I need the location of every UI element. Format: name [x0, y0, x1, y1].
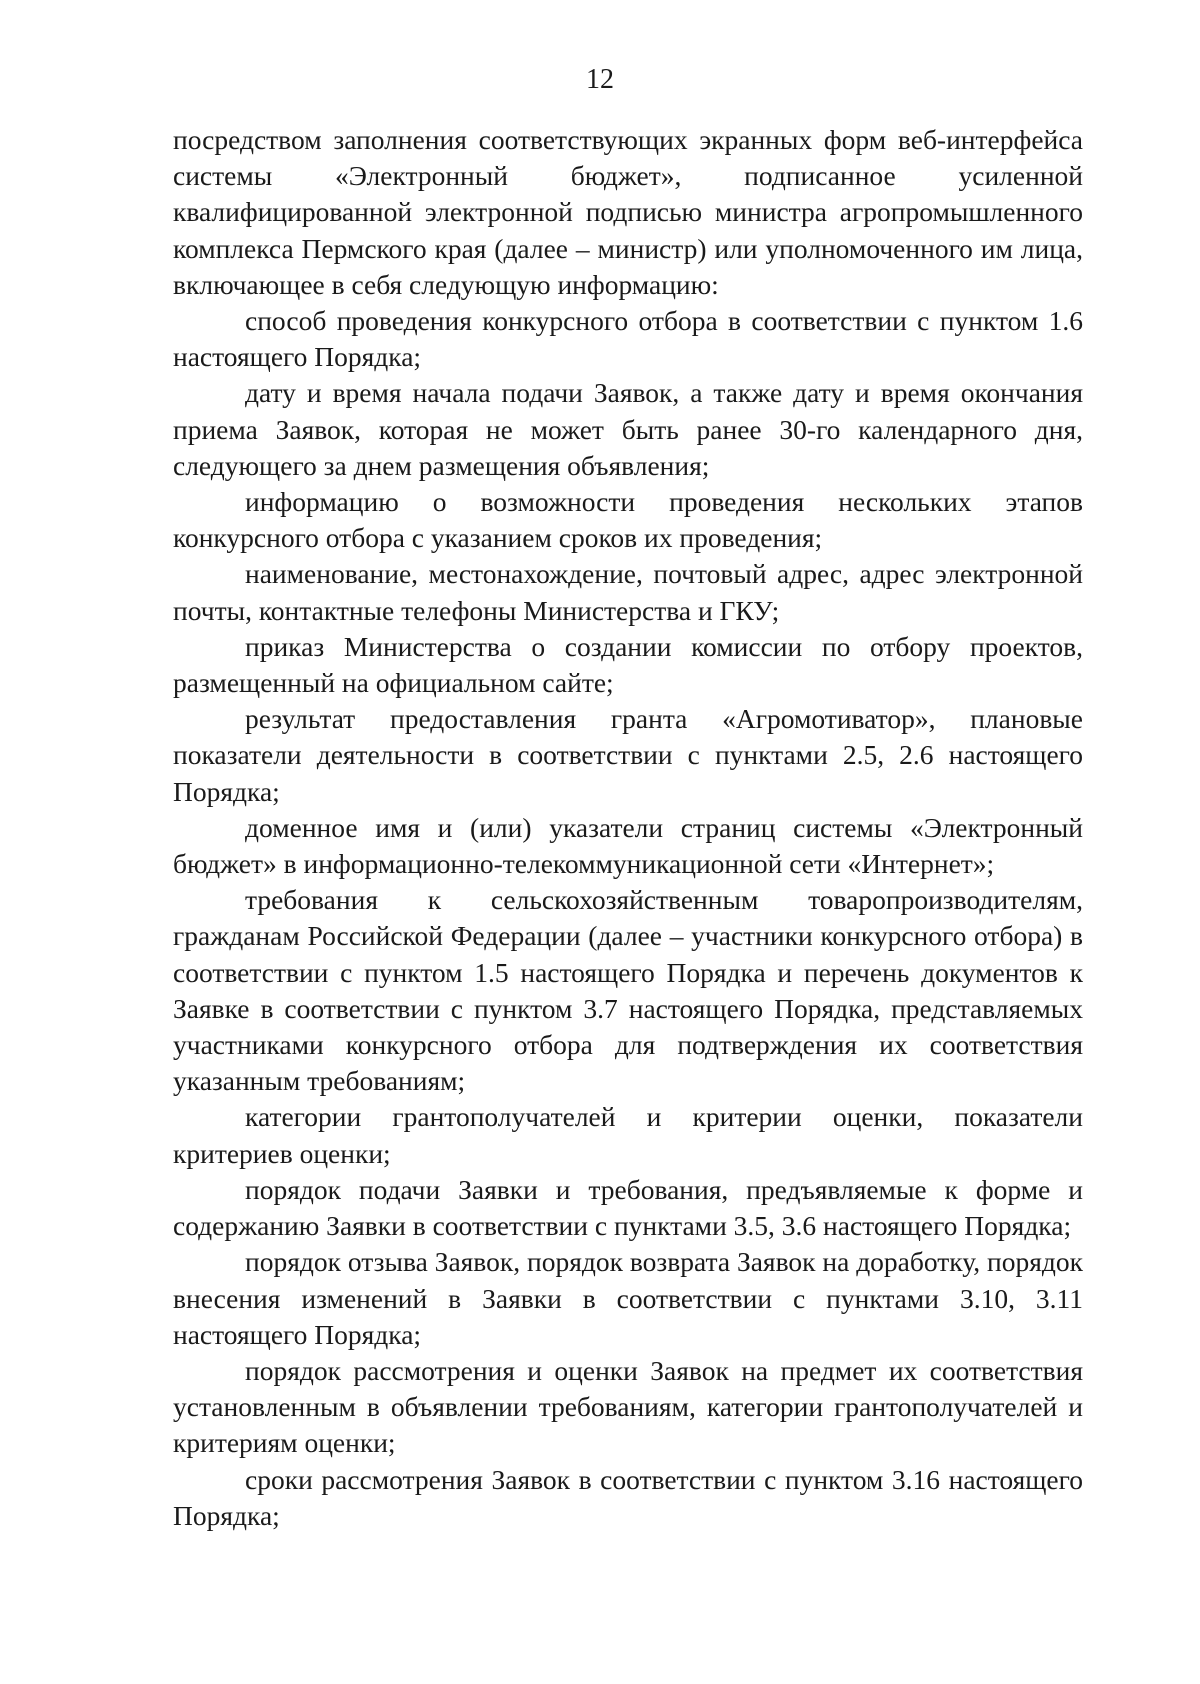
paragraph-selection-stages: информацию о возможности проведения нескольких этапов конкурсного отбора с указанием сроков их проведения; [173, 486, 1083, 554]
paragraph-domain-name: доменное имя и (или) указатели страниц системы «Электронный бюджет» в информационно-телекоммуникационной сети «Интернет»; [173, 811, 1083, 880]
paragraph-withdrawal-procedure: порядок отзыва Заявок, порядок возврата Заявок на доработку, порядок внесения изменений в Заявки в соответствии с пунктами 3.10, 3.11 настоящего Порядка; [173, 1246, 1083, 1350]
document-body [173, 122, 1083, 1534]
paragraph-commission-order: приказ Министерства о создании комиссии по отбору проектов, размещенный на официальном сайте; [173, 630, 1083, 699]
paragraph-review-procedure: порядок рассмотрения и оценки Заявок на предмет их соответствия установленным в объявлении требованиям, категории грантополучателей и критериям оценки; [173, 1354, 1083, 1459]
paragraph-contact-info: наименование, местонахождение, почтовый адрес, адрес электронной почты, контактные телефоны Министерства и ГКУ; [173, 558, 1083, 626]
paragraph-evaluation-criteria: категории грантополучателей и критерии оценки, показатели критериев оценки; [173, 1101, 1083, 1169]
paragraph-continuation: посредством заполнения соответствующих экранных форм веб-интерфейса системы «Электронный бюджет», подписанное усиленной квалифицированной электронной подписью министра агропромышленного комплекса Пермского края (далее – министр) или уполномоченного им лица, включающее в себя следующую информацию: [173, 124, 1083, 300]
paragraph-submission-procedure: порядок подачи Заявки и требования, предъявляемые к форме и содержанию Заявки в соответствии с пунктами 3.5, 3.6 настоящего Порядка; [173, 1173, 1083, 1242]
paragraph-participant-requirements: требования к сельскохозяйственным товаропроизводителям, гражданам Российской Федерации (далее – участники конкурсного отбора) в соответствии с пунктом 1.5 настоящего Порядка и перечень документов к Заявке в соответствии с пунктом 3.7 настоящего Порядка, представляемых участниками конкурсного отбора для подтверждения их соответствия указанным требованиям; [173, 884, 1083, 1097]
paragraph-submission-dates: дату и время начала подачи Заявок, а также дату и время окончания приема Заявок, которая не может быть ранее 30-го календарного дня, следующего за днем размещения объявления; [173, 377, 1083, 481]
paragraph-selection-method: способ проведения конкурсного отбора в соответствии с пунктом 1.6 настоящего Порядка; [173, 305, 1083, 373]
page-number: 12 [586, 64, 614, 95]
paragraph-review-terms: сроки рассмотрения Заявок в соответствии с пунктом 3.16 настоящего Порядка; [173, 1463, 1083, 1531]
paragraph-grant-result: результат предоставления гранта «Агромотиватор», плановые показатели деятельности в соответствии с пунктами 2.5, 2.6 настоящего Порядка; [173, 703, 1083, 807]
